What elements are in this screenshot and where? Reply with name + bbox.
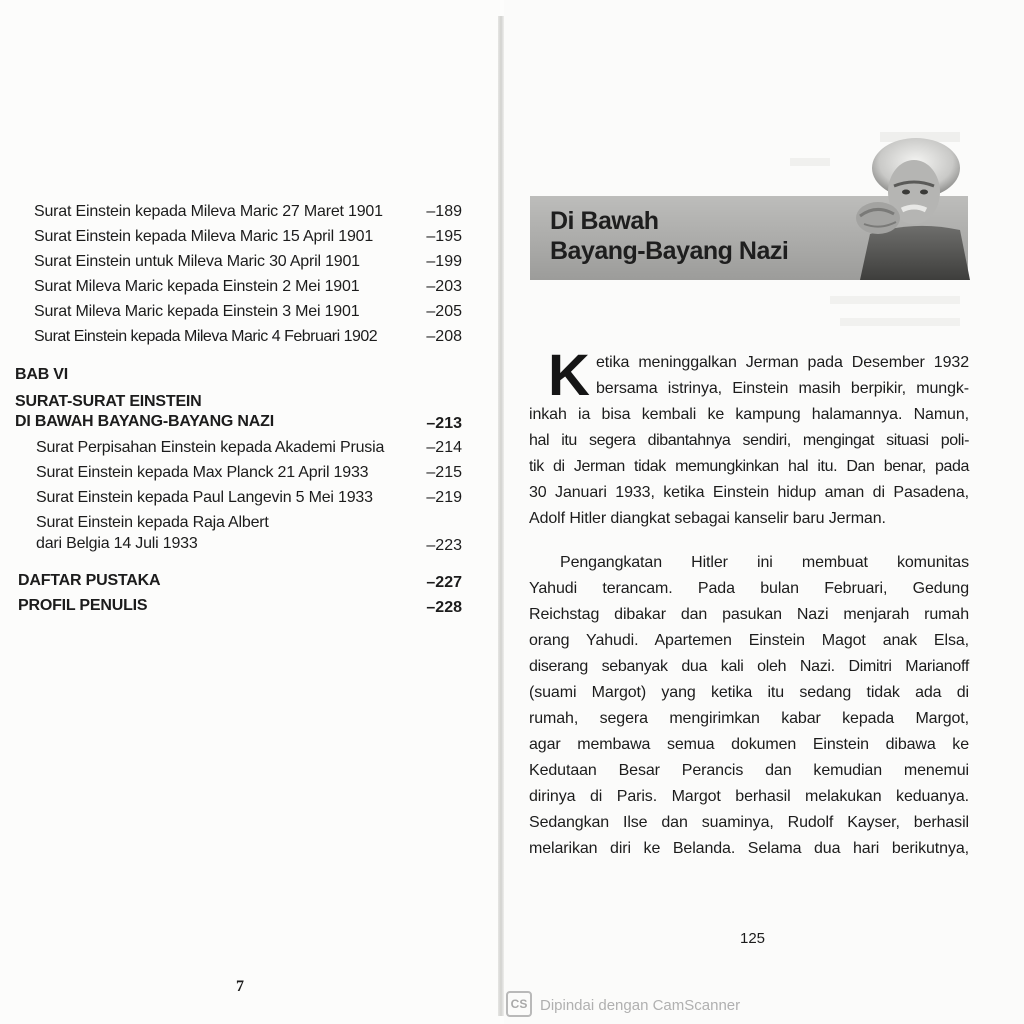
toc-page-number: –228 [426,599,462,616]
chapter-label: BAB VI [15,366,69,383]
body-line: Reichstag dibakar dan pasukan Nazi menjarah rumah [529,606,969,623]
page-number-left: 7 [236,978,244,995]
show-through-smudge [830,296,960,304]
scanner-watermark-text: Dipindai dengan CamScanner [540,997,741,1014]
toc-entry: Surat Einstein kepada Mileva Maric 15 April 1901 [34,228,374,245]
page-number-right: 125 [740,930,766,947]
toc-page-number: –203 [426,278,462,295]
chapter-title-line2: DI BAWAH BAYANG-BAYANG NAZI [15,413,274,430]
toc-entry: Surat Mileva Maric kepada Einstein 3 Mei 1901 [34,303,360,320]
toc-back-matter: PROFIL PENULIS [18,597,148,614]
body-line: tik di Jerman tidak memungkinkan hal itu. Dan benar, pada [529,458,969,475]
chapter-page-number: –213 [426,415,462,432]
toc-entry: Surat Mileva Maric kepada Einstein 2 Mei 1901 [34,278,360,295]
body-line: Kedutaan Besar Perancis dan kemudian menemui [529,762,969,779]
body-line: Adolf Hitler diangkat sebagai kanselir baru Jerman. [529,510,886,527]
toc-page-number: –227 [426,574,462,591]
einstein-portrait-photo [830,134,970,280]
show-through-smudge [790,158,830,166]
body-line: diserang sebanyak dua kali oleh Nazi. Dimitri Marianoff [529,658,969,675]
left-page [0,0,500,1024]
drop-cap: K [548,343,590,408]
toc-entry: Surat Perpisahan Einstein kepada Akademi Prusia [36,439,385,456]
body-line: agar membawa semua dokumen Einstein dibawa ke [529,736,969,753]
body-line: Sedangkan Ilse dan suaminya, Rudolf Kayser, berhasil [529,814,969,831]
toc-entry-line1: Surat Einstein kepada Raja Albert [36,514,269,531]
body-line: etika meninggalkan Jerman pada Desember 1932 [596,354,969,371]
body-line: dirinya di Paris. Margot berhasil melakukan keduanya. [529,788,969,805]
toc-entry: Surat Einstein kepada Max Planck 21 April 1933 [36,464,369,481]
body-line: inkah ia bisa kembali ke kampung halamannya. Namun, [529,406,969,423]
banner-title-line2: Bayang-Bayang Nazi [550,237,789,265]
book-gutter [498,16,504,1016]
toc-page-number: –215 [426,464,462,481]
toc-page-number: –199 [426,253,462,270]
toc-page-number: –219 [426,489,462,506]
toc-entry: Surat Einstein kepada Mileva Maric 4 Februari 1902 [34,328,378,345]
toc-page-number: –214 [426,439,462,456]
body-line: Yahudi terancam. Pada bulan Februari, Gedung [529,580,969,597]
body-line: orang Yahudi. Apartemen Einstein Magot anak Elsa, [529,632,969,649]
banner-title-line1: Di Bawah [550,207,659,235]
toc-entry: Surat Einstein kepada Mileva Maric 27 Maret 1901 [34,203,383,220]
body-line: (suami Margot) yang ketika itu sedang tidak ada di [529,684,969,701]
toc-entry: Surat Einstein kepada Paul Langevin 5 Mei 1933 [36,489,373,506]
camscanner-logo-icon: CS [506,991,532,1017]
toc-entry-line2: dari Belgia 14 Juli 1933 [36,535,198,552]
body-line: hal itu segera dibantahnya sendiri, mengingat situasi poli- [529,432,969,449]
body-line: rumah, segera mengirimkan kabar kepada Margot, [529,710,969,727]
body-line: 30 Januari 1933, ketika Einstein hidup aman di Pasadena, [529,484,969,501]
toc-page-number: –189 [426,203,462,220]
body-line: bersama istrinya, Einstein masih berpikir, mungk- [596,380,969,397]
body-line: Pengangkatan Hitler ini membuat komunitas [560,554,969,571]
body-line: melarikan diri ke Belanda. Selama dua hari berikutnya, [529,840,969,857]
toc-page-number: –205 [426,303,462,320]
toc-page-number: –223 [426,537,462,554]
toc-back-matter: DAFTAR PUSTAKA [18,572,161,589]
show-through-smudge [840,318,960,326]
toc-page-number: –195 [426,228,462,245]
toc-page-number: –208 [426,328,462,345]
toc-entry: Surat Einstein untuk Mileva Maric 30 April 1901 [34,253,360,270]
chapter-title-line1: SURAT-SURAT EINSTEIN [15,393,202,410]
